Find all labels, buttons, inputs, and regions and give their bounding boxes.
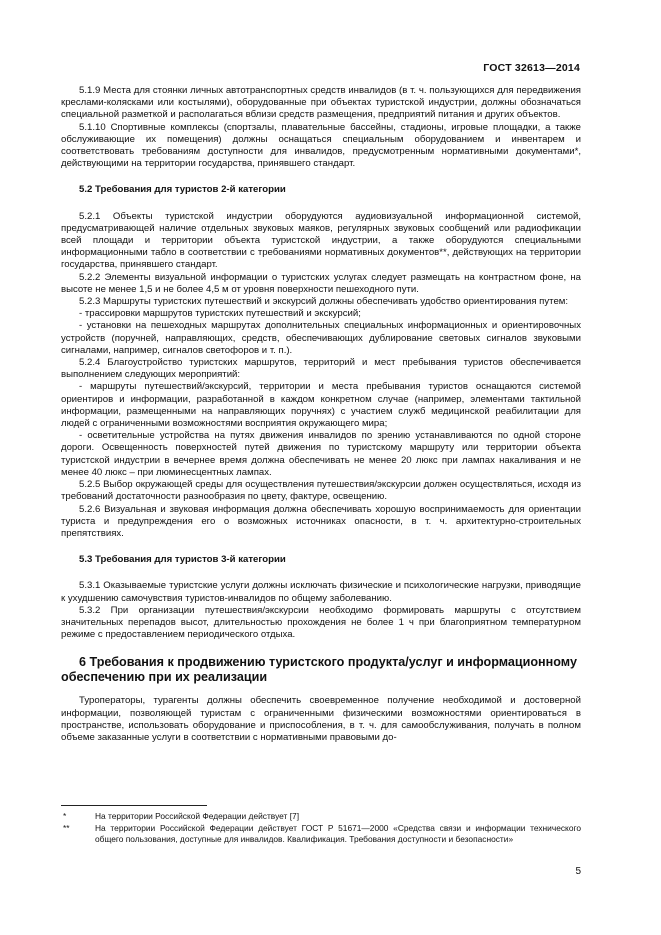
section-heading-5-3: 5.3 Требования для туристов 3-й категории <box>79 554 286 566</box>
paragraph-5-3-2: 5.3.2 При организации путешествия/экскурсии необходимо формировать маршруты с отсутствием значительных перепадов высот, длительностью прохождения не более 1 ч при благоприятном температурном режиме с предоставлением периодического отдыха. <box>61 604 581 641</box>
footnote-item <box>61 823 581 845</box>
paragraph-5-2-5: 5.2.5 Выбор окружающей среды для осуществления путешествия/экскурсии должен осуществляться, исходя из требований достаточности разнообразия по цвету, фактуре, освещению. <box>61 479 581 503</box>
list-item: - установки на пешеходных маршрутах дополнительных специальных информационных и ориентировочных устройств (поручней, направляющих, средств, обеспечивающих дублирование световых сигналов звуковыми сигналами, например, сигналов светофоров и т. п.). <box>61 320 581 356</box>
paragraph-5-1-9: 5.1.9 Места для стоянки личных автотранспортных средств инвалидов (в т. ч. пользующихся для передвижения креслами-колясками или костылями), оборудованные при объектах туристской индустрии, должны обозначаться специальной разметкой и располагаться вблизи средств размещения, предприятий питания и других объектов. <box>61 85 581 121</box>
footnote-text: На территории Российской Федерации действует [7] <box>95 811 300 821</box>
paragraph-6-intro: Туроператоры, турагенты должны обеспечить своевременное получение необходимой и достоверной информации, позволяющей туристам с ограниченными физическими возможностями ориентироваться в пространстве, использовать оборудование и приспособления, в т. ч. для самообслуживания, получать в полном объеме заказанные услуги в соответствии с нормативными правовыми до- <box>61 695 581 743</box>
paragraph-5-2-2: 5.2.2 Элементы визуальной информации о туристских услугах следует размещать на контрастном фоне, на высоте не менее 1,5 и не более 4,5 м от уровня поверхности пешеходного пути. <box>61 271 581 295</box>
footnote-mark: * <box>63 811 67 821</box>
section-heading-6: 6 Требования к продвижению туристского продукта/услуг и информационному обеспечению при их реализации <box>61 655 577 685</box>
paragraph-5-3-1: 5.3.1 Оказываемые туристские услуги должны исключать физические и психологические нагрузки, приводящие к ухудшению самочувствия туристов-инвалидов по общему заболеванию. <box>61 580 581 604</box>
paragraph-5-2-3: 5.2.3 Маршруты туристских путешествий и экскурсий должны обеспечивать удобство ориентирования путем: <box>79 296 569 308</box>
footnote-text: На территории Российской Федерации действует ГОСТ Р 51671—2000 «Средства связи и информации технического общего пользования, доступные для инвалидов. Квалификация. Требования доступности и безопасности» <box>95 823 581 844</box>
footnote-item <box>61 811 581 822</box>
list-item: - осветительные устройства на путях движения инвалидов по зрению устанавливаются по одной стороне дороги. Освещенность поверхностей путей движения по туристскому маршруту или территории объекта туристской индустрии в вечернее время должна обеспечивать не менее 20 люкс при лампах накаливания и не менее 40 люкс – при люминесцентных лампах. <box>61 430 581 478</box>
document-header: ГОСТ 32613—2014 <box>483 62 580 74</box>
document-body <box>61 85 581 744</box>
paragraph-5-2-1: 5.2.1 Объекты туристской индустрии оборудуются аудиовизуальной информационной системой, предусматривающей наличие отдельных звуковых маяков, регулярных звуковых сообщений или радиофикации всей площади и территории объекта туристской индустрии, а также оборудуются специальными информационными табло в соответствии с требованиями нормативных документов**, действующих на территории государства, принявшего стандарт. <box>61 210 581 271</box>
list-item: - трассировки маршрутов туристских путешествий и экскурсий; <box>79 308 361 320</box>
footnote-mark: ** <box>63 823 70 833</box>
footnote-divider <box>61 805 207 806</box>
footnotes <box>61 811 581 846</box>
paragraph-5-1-10: 5.1.10 Спортивные комплексы (спортзалы, плавательные бассейны, стадионы, игровые площадки, а также обслуживающие их помещения) должны оснащаться специальным оборудованием и инвентарем и соответствовать требованиям доступности для инвалидов, предусмотренным нормативными документами*, действующими на территории государства, принявшего стандарт. <box>61 121 581 170</box>
list-item: - маршруты путешествий/экскурсий, территории и места пребывания туристов оснащаются системой ориентиров и информации, разработанной в каждом конкретном случае (например, элементами тактильной информации, размещенными на направляющих поручнях) с участием служб медицинской реабилитации для людей с ограниченными возможностями восприятия окружающего мира; <box>61 381 581 430</box>
section-heading-5-2: 5.2 Требования для туристов 2-й категории <box>79 184 286 196</box>
page-number: 5 <box>575 866 581 877</box>
paragraph-5-2-6: 5.2.6 Визуальная и звуковая информация должна обеспечивать хорошую воспринимаемость для ориентации туриста и предупреждения его о возможных источниках опасности, в т. ч. архитектурно-строительных препятствиях. <box>61 503 581 539</box>
paragraph-5-2-4: 5.2.4 Благоустройство туристских маршрутов, территорий и мест пребывания туристов обеспечивается выполнением следующих мероприятий: <box>61 357 581 381</box>
